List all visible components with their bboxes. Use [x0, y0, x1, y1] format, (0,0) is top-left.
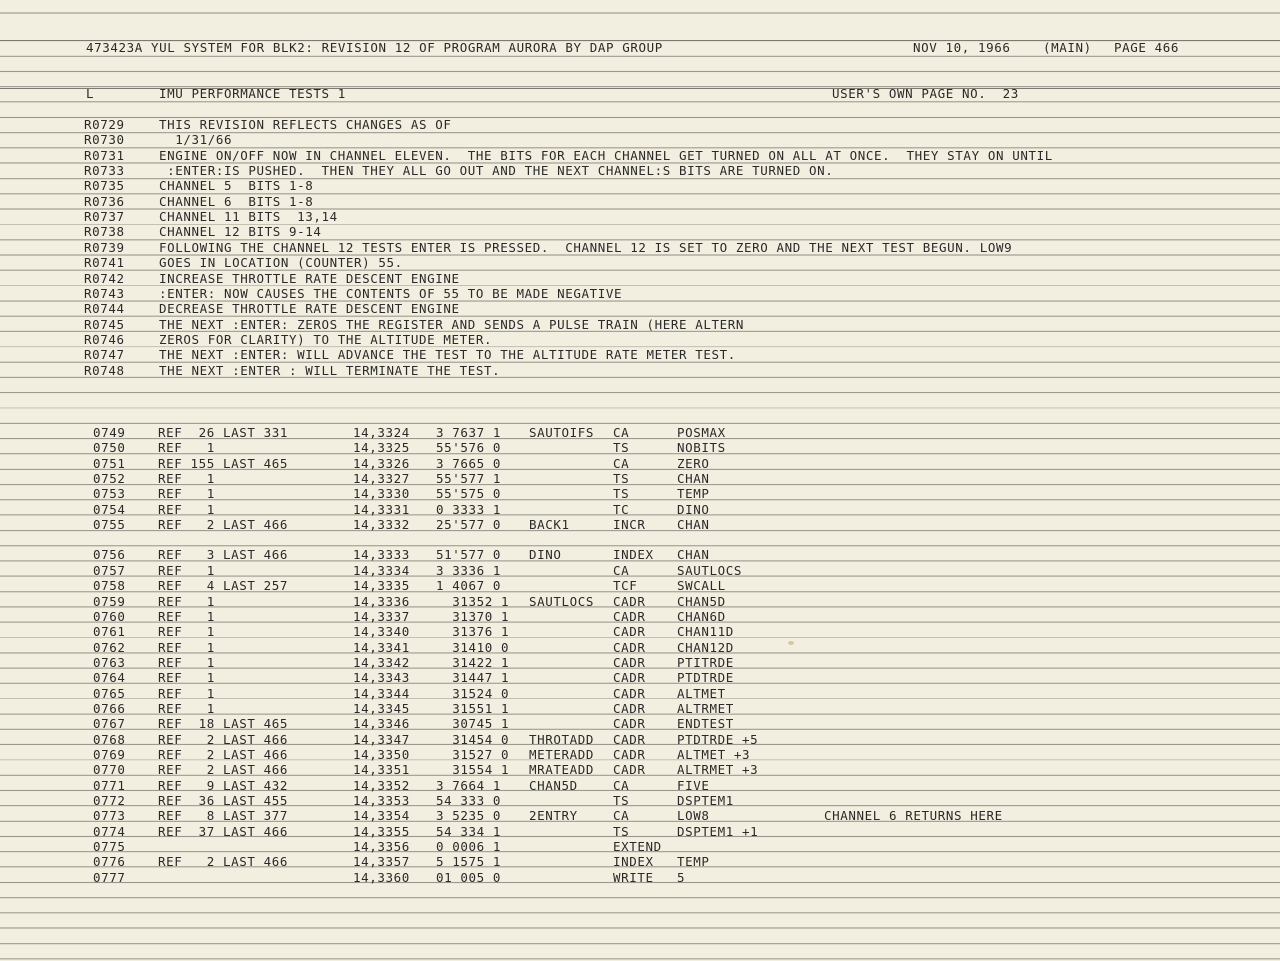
- line-number: 0757: [93, 562, 126, 578]
- address: 14,3353: [353, 793, 410, 809]
- address: 14,3355: [353, 823, 410, 839]
- header-page-number: PAGE 466: [1114, 40, 1180, 55]
- operand: DSPTEM1 +1: [677, 823, 759, 839]
- opcode: CADR: [613, 762, 646, 778]
- octal-word: 55'577 1: [436, 471, 502, 487]
- address: 14,3343: [353, 670, 410, 686]
- remark-text: THE NEXT :ENTER: ZEROS THE REGISTER AND SENDS A PULSE TRAIN (HERE ALTERN: [159, 316, 745, 332]
- operand: ALTRMET: [677, 700, 734, 716]
- operand: 5: [677, 869, 686, 885]
- line-number: 0750: [93, 440, 126, 456]
- code-line: [0, 839, 1280, 855]
- reference-info: REF 4 LAST 257: [158, 578, 289, 594]
- line-number: 0777: [93, 869, 126, 885]
- code-line: [0, 778, 1280, 794]
- code-line: [0, 732, 1280, 748]
- page-header: [0, 40, 1280, 56]
- code-line: [0, 824, 1280, 840]
- opcode: INDEX: [613, 854, 654, 870]
- octal-word: 3 7664 1: [436, 777, 502, 793]
- reference-info: REF 2 LAST 466: [158, 747, 289, 762]
- remark-line: [0, 347, 1280, 363]
- opcode: CADR: [613, 608, 646, 624]
- opcode: CA: [613, 777, 630, 793]
- reference-info: REF 1: [158, 654, 215, 670]
- remark-number: R0747: [84, 347, 125, 363]
- code-line: [0, 655, 1280, 671]
- remark-number: R0730: [84, 132, 125, 148]
- operand: ALTRMET +3: [677, 762, 759, 778]
- code-line: [0, 425, 1280, 441]
- line-number: 0756: [93, 547, 126, 563]
- opcode: CA: [613, 562, 630, 578]
- remark-line: [0, 363, 1280, 379]
- opcode: CADR: [613, 716, 646, 732]
- address: 14,3337: [353, 608, 410, 624]
- line-number: 0763: [93, 654, 126, 670]
- opcode: CA: [613, 425, 630, 440]
- reference-info: REF 2 LAST 466: [158, 517, 289, 533]
- opcode: TC: [613, 501, 630, 517]
- remark-text: ENGINE ON/OFF NOW IN CHANNEL ELEVEN. THE BITS FOR EACH CHANNEL GET TURNED ON ALL AT ONCE. THEY STAY ON UNTIL: [159, 147, 1053, 163]
- symbol-label: SAUTOIFS: [529, 425, 595, 440]
- code-line: [0, 640, 1280, 656]
- remark-line: [0, 301, 1280, 317]
- operand: PTITRDE: [677, 654, 734, 670]
- operand: CHAN: [677, 517, 710, 533]
- code-line: [0, 502, 1280, 518]
- remark-line: [0, 271, 1280, 287]
- code-line: [0, 594, 1280, 610]
- remark-number: R0741: [84, 255, 125, 271]
- octal-word: 31410 0: [436, 639, 510, 655]
- octal-word: 54 334 1: [436, 823, 502, 839]
- remark-line: [0, 286, 1280, 302]
- octal-word: 55'575 0: [436, 486, 502, 502]
- operand: CHAN: [677, 471, 710, 487]
- reference-info: REF 36 LAST 455: [158, 793, 289, 809]
- reference-info: REF 1: [158, 670, 215, 686]
- remark-number: R0735: [84, 178, 125, 194]
- remark-text: THE NEXT :ENTER: WILL ADVANCE THE TEST TO THE ALTITUDE RATE METER TEST.: [159, 347, 736, 363]
- address: 14,3354: [353, 808, 410, 824]
- remark-number: R0742: [84, 270, 125, 286]
- remark-line: [0, 178, 1280, 194]
- code-line: [0, 670, 1280, 686]
- operand: PTDTRDE: [677, 670, 734, 686]
- address: 14,3330: [353, 486, 410, 502]
- reference-info: REF 1: [158, 608, 215, 624]
- opcode: CADR: [613, 624, 646, 640]
- address: 14,3325: [353, 440, 410, 456]
- operand: FIVE: [677, 777, 710, 793]
- octal-word: 31551 1: [436, 700, 510, 716]
- code-line: [0, 440, 1280, 456]
- reference-info: REF 1: [158, 501, 215, 517]
- remark-text: FOLLOWING THE CHANNEL 12 TESTS ENTER IS PRESSED. CHANNEL 12 IS SET TO ZERO AND THE NEXT TEST BEGUN. LOW9: [159, 239, 1013, 255]
- remark-line: [0, 255, 1280, 271]
- code-line: [0, 517, 1280, 533]
- address: 14,3352: [353, 777, 410, 793]
- octal-word: 25'577 0: [436, 517, 502, 533]
- address: 14,3342: [353, 654, 410, 670]
- octal-word: 31554 1: [436, 762, 510, 778]
- octal-word: 3 5235 0: [436, 808, 502, 824]
- octal-word: 31422 1: [436, 654, 510, 670]
- symbol-label: 2ENTRY: [529, 808, 578, 824]
- remark-line: [0, 332, 1280, 348]
- remark-line: [0, 148, 1280, 164]
- address: 14,3345: [353, 700, 410, 716]
- operand: SWCALL: [677, 578, 726, 594]
- card-type: L: [86, 86, 95, 101]
- line-number: 0760: [93, 608, 126, 624]
- address: 14,3344: [353, 685, 410, 701]
- operand: LOW8: [677, 808, 710, 824]
- operand: CHAN6D: [677, 608, 726, 624]
- line-number: 0773: [93, 808, 126, 824]
- symbol-label: MRATEADD: [529, 762, 595, 778]
- line-number: 0764: [93, 670, 126, 686]
- remark-number: R0739: [84, 239, 125, 255]
- remark-line: [0, 224, 1280, 240]
- address: 14,3335: [353, 578, 410, 594]
- octal-word: 01 005 0: [436, 869, 502, 885]
- code-line: [0, 456, 1280, 472]
- octal-word: 3 3336 1: [436, 562, 502, 578]
- code-line: [0, 547, 1280, 563]
- operand: DINO: [677, 501, 710, 517]
- remark-text: INCREASE THROTTLE RATE DESCENT ENGINE: [159, 270, 460, 286]
- remark-text: :ENTER: NOW CAUSES THE CONTENTS OF 55 TO BE MADE NEGATIVE: [159, 285, 623, 301]
- operand: CHAN: [677, 547, 710, 563]
- remark-number: R0736: [84, 193, 125, 209]
- line-number: 0754: [93, 501, 126, 517]
- remark-line: [0, 132, 1280, 148]
- opcode: WRITE: [613, 869, 654, 885]
- opcode: CADR: [613, 747, 646, 762]
- operand: SAUTLOCS: [677, 562, 743, 578]
- octal-word: 5 1575 1: [436, 854, 502, 870]
- code-line: [0, 716, 1280, 732]
- line-number: 0774: [93, 823, 126, 839]
- paper-stain: [788, 641, 794, 645]
- address: 14,3351: [353, 762, 410, 778]
- opcode: CA: [613, 455, 630, 471]
- line-number: 0768: [93, 731, 126, 747]
- remark-number: R0748: [84, 362, 125, 378]
- remark-line: [0, 194, 1280, 210]
- reference-info: REF 2 LAST 466: [158, 731, 289, 747]
- octal-word: 31352 1: [436, 593, 510, 609]
- symbol-label: SAUTLOCS: [529, 593, 595, 609]
- octal-word: 0 0006 1: [436, 839, 502, 855]
- reference-info: REF 3 LAST 466: [158, 547, 289, 563]
- reference-info: REF 9 LAST 432: [158, 777, 289, 793]
- reference-info: REF 155 LAST 465: [158, 455, 289, 471]
- address: 14,3324: [353, 425, 410, 440]
- operand: CHAN12D: [677, 639, 734, 655]
- code-line: [0, 624, 1280, 640]
- opcode: TS: [613, 486, 630, 502]
- reference-info: REF 1: [158, 624, 215, 640]
- code-line: [0, 486, 1280, 502]
- symbol-label: CHAN5D: [529, 777, 578, 793]
- reference-info: REF 37 LAST 466: [158, 823, 289, 839]
- line-number: 0775: [93, 839, 126, 855]
- remark-text: CHANNEL 5 BITS 1-8: [159, 178, 314, 194]
- line-number: 0767: [93, 716, 126, 732]
- line-number: 0769: [93, 747, 126, 762]
- line-number: 0766: [93, 700, 126, 716]
- octal-word: 3 7637 1: [436, 425, 502, 440]
- line-number: 0770: [93, 762, 126, 778]
- code-line: [0, 471, 1280, 487]
- remark-text: THIS REVISION REFLECTS CHANGES AS OF: [159, 117, 452, 132]
- reference-info: REF 8 LAST 377: [158, 808, 289, 824]
- remark-line: [0, 317, 1280, 333]
- remark-text: CHANNEL 12 BITS 9-14: [159, 224, 322, 240]
- remark-text: ZEROS FOR CLARITY) TO THE ALTITUDE METER.: [159, 331, 493, 347]
- line-number: 0749: [93, 425, 126, 440]
- code-line: [0, 609, 1280, 625]
- code-line: [0, 701, 1280, 717]
- address: 14,3331: [353, 501, 410, 517]
- remark-line: [0, 163, 1280, 179]
- operand: TEMP: [677, 854, 710, 870]
- address: 14,3332: [353, 517, 410, 533]
- line-number: 0751: [93, 455, 126, 471]
- octal-word: 51'577 0: [436, 547, 502, 563]
- address: 14,3356: [353, 839, 410, 855]
- octal-word: 31524 0: [436, 685, 510, 701]
- line-number: 0762: [93, 639, 126, 655]
- code-line: [0, 793, 1280, 809]
- octal-word: 31527 0: [436, 747, 510, 762]
- address: 14,3326: [353, 455, 410, 471]
- remark-text: CHANNEL 11 BITS 13,14: [159, 209, 338, 225]
- address: 14,3327: [353, 471, 410, 487]
- code-line: [0, 854, 1280, 870]
- comment: CHANNEL 6 RETURNS HERE: [824, 808, 1003, 824]
- remark-number: R0745: [84, 316, 125, 332]
- octal-word: 1 4067 0: [436, 578, 502, 594]
- opcode: CADR: [613, 654, 646, 670]
- octal-word: 0 3333 1: [436, 501, 502, 517]
- reference-info: REF 2 LAST 466: [158, 854, 289, 870]
- reference-info: REF 1: [158, 440, 215, 456]
- opcode: TS: [613, 471, 630, 487]
- code-line: [0, 870, 1280, 886]
- address: 14,3350: [353, 747, 410, 762]
- remark-text: GOES IN LOCATION (COUNTER) 55.: [159, 255, 403, 271]
- line-number: 0776: [93, 854, 126, 870]
- operand: CHAN5D: [677, 593, 726, 609]
- reference-info: REF 2 LAST 466: [158, 762, 289, 778]
- octal-word: 30745 1: [436, 716, 510, 732]
- operand: TEMP: [677, 486, 710, 502]
- symbol-label: DINO: [529, 547, 562, 563]
- address: 14,3357: [353, 854, 410, 870]
- opcode: TS: [613, 440, 630, 456]
- code-line: [0, 762, 1280, 778]
- operand: NOBITS: [677, 440, 726, 456]
- reference-info: REF 26 LAST 331: [158, 425, 289, 440]
- octal-word: 31447 1: [436, 670, 510, 686]
- opcode: CADR: [613, 700, 646, 716]
- address: 14,3347: [353, 731, 410, 747]
- operand: CHAN11D: [677, 624, 734, 640]
- reference-info: REF 1: [158, 700, 215, 716]
- header-date: NOV 10, 1966: [913, 40, 1011, 55]
- octal-word: 31454 0: [436, 731, 510, 747]
- remark-number: R0746: [84, 331, 125, 347]
- octal-word: 3 7665 0: [436, 455, 502, 471]
- section-title: IMU PERFORMANCE TESTS 1: [159, 86, 346, 101]
- address: 14,3346: [353, 716, 410, 732]
- octal-word: 54 333 0: [436, 793, 502, 809]
- remark-text: THE NEXT :ENTER : WILL TERMINATE THE TEST.: [159, 362, 501, 378]
- code-line: [0, 747, 1280, 763]
- reference-info: REF 18 LAST 465: [158, 716, 289, 732]
- remark-number: R0738: [84, 224, 125, 240]
- header-main-tag: (MAIN): [1043, 40, 1092, 55]
- opcode: CADR: [613, 731, 646, 747]
- code-line: [0, 686, 1280, 702]
- symbol-label: BACK1: [529, 517, 570, 533]
- opcode: TS: [613, 823, 630, 839]
- operand: ENDTEST: [677, 716, 734, 732]
- address: 14,3360: [353, 869, 410, 885]
- operand: ALTMET: [677, 685, 726, 701]
- remark-text: 1/31/66: [159, 132, 233, 148]
- users-page-number: USER'S OWN PAGE NO. 23: [832, 86, 1019, 101]
- reference-info: REF 1: [158, 562, 215, 578]
- reference-info: REF 1: [158, 593, 215, 609]
- opcode: CADR: [613, 639, 646, 655]
- opcode: CA: [613, 808, 630, 824]
- line-number: 0758: [93, 578, 126, 594]
- opcode: INDEX: [613, 547, 654, 563]
- opcode: TCF: [613, 578, 638, 594]
- line-number: 0761: [93, 624, 126, 640]
- address: 14,3341: [353, 639, 410, 655]
- address: 14,3334: [353, 562, 410, 578]
- octal-word: 31370 1: [436, 608, 510, 624]
- remark-text: CHANNEL 6 BITS 1-8: [159, 193, 314, 209]
- line-number: 0771: [93, 777, 126, 793]
- remark-number: R0729: [84, 117, 125, 132]
- reference-info: REF 1: [158, 639, 215, 655]
- opcode: CADR: [613, 593, 646, 609]
- code-line: [0, 808, 1280, 824]
- line-number: 0753: [93, 486, 126, 502]
- reference-info: REF 1: [158, 685, 215, 701]
- octal-word: 55'576 0: [436, 440, 502, 456]
- line-number: 0765: [93, 685, 126, 701]
- header-title: 473423A YUL SYSTEM FOR BLK2: REVISION 12 OF PROGRAM AURORA BY DAP GROUP: [86, 40, 663, 55]
- remark-number: R0737: [84, 209, 125, 225]
- operand: POSMAX: [677, 425, 726, 440]
- symbol-label: THROTADD: [529, 731, 595, 747]
- line-number: 0759: [93, 593, 126, 609]
- opcode: CADR: [613, 670, 646, 686]
- remark-number: R0743: [84, 285, 125, 301]
- remark-line: [0, 117, 1280, 133]
- remark-line: [0, 240, 1280, 256]
- remark-text: DECREASE THROTTLE RATE DESCENT ENGINE: [159, 301, 460, 317]
- operand: PTDTRDE +5: [677, 731, 759, 747]
- opcode: INCR: [613, 517, 646, 533]
- line-number: 0755: [93, 517, 126, 533]
- opcode: TS: [613, 793, 630, 809]
- opcode: CADR: [613, 685, 646, 701]
- operand: ZERO: [677, 455, 710, 471]
- remark-number: R0744: [84, 301, 125, 317]
- address: 14,3336: [353, 593, 410, 609]
- code-line: [0, 578, 1280, 594]
- remark-number: R0731: [84, 147, 125, 163]
- remark-line: [0, 209, 1280, 225]
- code-line: [0, 563, 1280, 579]
- octal-word: 31376 1: [436, 624, 510, 640]
- sub-header: [0, 86, 1280, 102]
- line-number: 0752: [93, 471, 126, 487]
- line-number: 0772: [93, 793, 126, 809]
- operand: DSPTEM1: [677, 793, 734, 809]
- opcode: EXTEND: [613, 839, 662, 855]
- remark-text: :ENTER:IS PUSHED. THEN THEY ALL GO OUT AND THE NEXT CHANNEL:S BITS ARE TURNED ON.: [159, 163, 834, 179]
- symbol-label: METERADD: [529, 747, 595, 762]
- reference-info: REF 1: [158, 471, 215, 487]
- address: 14,3333: [353, 547, 410, 563]
- address: 14,3340: [353, 624, 410, 640]
- remark-number: R0733: [84, 163, 125, 179]
- reference-info: REF 1: [158, 486, 215, 502]
- operand: ALTMET +3: [677, 747, 751, 762]
